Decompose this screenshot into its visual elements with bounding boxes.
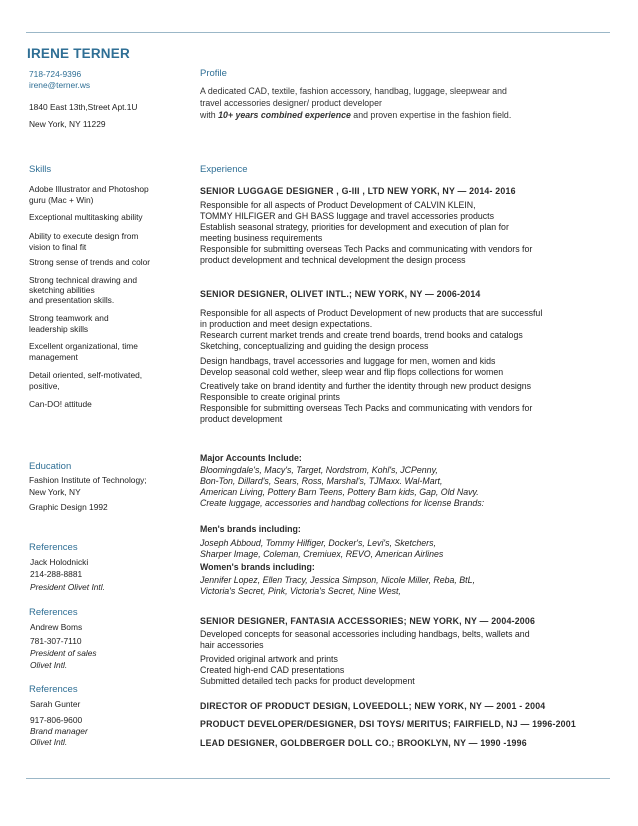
job-line: Establish seasonal strategy, priorities for development and execution of plan for [200, 222, 509, 232]
resume-name: IRENE TERNER [27, 46, 130, 61]
job-line: Sketching, conceptualizing and guiding the design process [200, 341, 429, 351]
brands-line: Sharper Image, Coleman, Cremiuex, REVO, American Airlines [200, 549, 444, 559]
references-heading: References [29, 542, 78, 553]
job-line: Design handbags, travel accessories and luggage for men, women and kids [200, 356, 496, 367]
job-title: PRODUCT DEVELOPER/DESIGNER, DSI TOYS/ MERITUS; FAIRFIELD, NJ — 1996-2001 [200, 719, 576, 729]
skill-line: management [29, 352, 78, 362]
job-line: Responsible for all aspects of Product Development of CALVIN KLEIN, [200, 200, 476, 210]
skill-line: positive, [29, 381, 60, 391]
reference-phone: 917-806-9600 [30, 715, 83, 725]
reference-name: Sarah Gunter [30, 699, 81, 709]
job-line: in production and meet design expectations. [200, 319, 373, 329]
job-line: Created high-end CAD presentations [200, 665, 345, 675]
job-title: SENIOR DESIGNER, OLIVET INTL.; NEW YORK, NY — 2006-2014 [200, 289, 481, 299]
accounts-line: Create luggage, accessories and handbag collections for license Brands: [200, 498, 485, 508]
job-description [200, 629, 530, 687]
reference-title: President of sales [30, 648, 97, 658]
accounts-heading: Major Accounts Include: [200, 453, 302, 463]
mens-brands-list [200, 538, 443, 560]
skills-heading: Skills [29, 164, 52, 175]
job-line: product development [200, 414, 283, 425]
skill-line: Strong sense of trends and color [29, 257, 151, 267]
job-line: meeting business requirements [200, 233, 323, 243]
job-title: SENIOR DESIGNER, FANTASIA ACCESSORIES; NEW YORK, NY — 2004-2006 [200, 616, 536, 626]
contact-email[interactable]: irene@terner.ws [29, 80, 91, 90]
skill-line: vision to final fit [29, 242, 87, 252]
job-title: LEAD DESIGNER, GOLDBERGER DOLL CO.; BROOKLYN, NY — 1990 -1996 [200, 738, 527, 748]
job-description [200, 308, 542, 425]
top-divider [26, 32, 610, 33]
job-line: Develop seasonal cold wether, sleep wear and flip flops collections for women [200, 367, 504, 378]
skill-line: and presentation skills. [29, 295, 115, 305]
skill-line: Strong technical drawing and [29, 275, 138, 285]
reference-title: Brand manager [30, 726, 88, 736]
job-line: Responsible for submitting overseas Tech Packs and communicating with vendors for [200, 244, 533, 254]
brands-line: Jennifer Lopez, Ellen Tracy, Jessica Simpson, Nicole Miller, Reba, BtL, [200, 575, 475, 585]
reference-phone: 781-307-7110 [30, 636, 82, 646]
reference-company: Olivet Intl. [30, 737, 68, 747]
profile-line3-post: and proven expertise in the fashion field. [350, 110, 512, 120]
womens-brands-list [200, 575, 475, 597]
skill-line: Exceptional multitasking ability [29, 212, 143, 222]
accounts-list [200, 465, 484, 509]
profile-line2: travel accessories designer/ product developer [200, 98, 382, 108]
profile-heading: Profile [200, 68, 227, 79]
accounts-line: American Living, Pottery Barn Teens, Pottery Barn kids, Gap, Old Navy. [200, 487, 479, 497]
job-line: Provided original artwork and prints [200, 654, 338, 664]
skill-line: Adobe Illustrator and Photoshop [29, 184, 149, 194]
skill-line: guru (Mac + Win) [29, 195, 94, 205]
job-line: Responsible to create original prints [200, 392, 340, 403]
references-heading: References [29, 684, 78, 695]
skill-line: Can-DO! attitude [29, 399, 92, 409]
mens-brands-heading: Men's brands including: [200, 524, 301, 534]
skill-line: Excellent organizational, time [29, 341, 138, 351]
job-line: Research current market trends and create trend boards, trend books and catalogs [200, 330, 523, 340]
contact-address-line2: New York, NY 11229 [29, 119, 106, 129]
education-location: New York, NY [29, 487, 81, 497]
reference-name: Andrew Boms [30, 622, 83, 632]
reference-name: Jack Holodnicki [30, 557, 89, 567]
contact-phone: 718-724-9396 [29, 69, 82, 79]
job-line: Submitted detailed tech packs for product development [200, 676, 415, 686]
job-line: product development and technical development the design process [200, 255, 466, 265]
skill-line: leadership skills [29, 324, 89, 334]
skill-line: Strong teamwork and [29, 313, 109, 323]
womens-brands-heading: Women's brands including: [200, 562, 315, 572]
skill-line: Ability to execute design from [29, 231, 139, 241]
profile-line3-emph: 10+ years combined experience [218, 110, 351, 120]
job-title: SENIOR LUGGAGE DESIGNER , G-III , LTD NEW YORK, NY — 2014- 2016 [200, 186, 516, 196]
brands-line: Victoria's Secret, Pink, Victoria's Secret, Nine West, [200, 586, 401, 596]
reference-phone: 214-288-8881 [30, 569, 83, 579]
accounts-line: Bloomingdale's, Macy's, Target, Nordstrom, Kohl's, JCPenny, [200, 465, 438, 475]
education-heading: Education [29, 461, 72, 472]
job-title: DIRECTOR OF PRODUCT DESIGN, LOVEEDOLL; NEW YORK, NY — 2001 - 2004 [200, 701, 546, 711]
contact-address-line1: 1840 East 13th,Street Apt.1U [29, 102, 138, 112]
profile-line3 [200, 110, 511, 121]
skill-line: sketching abilities [29, 285, 95, 295]
job-line: hair accessories [200, 640, 264, 650]
brands-line: Joseph Abboud, Tommy Hilfiger, Docker's, Levi's, Sketchers, [200, 538, 436, 548]
reference-title: President Olivet Intl. [30, 582, 105, 592]
experience-heading: Experience [200, 164, 248, 175]
job-line: Creatively take on brand identity and further the identity through new product designs [200, 381, 532, 392]
skill-line: Detail oriented, self-motivated, [29, 370, 143, 380]
education-degree: Graphic Design 1992 [29, 502, 108, 512]
job-line: Responsible for submitting overseas Tech Packs and communicating with vendors for [200, 403, 533, 414]
references-heading: References [29, 607, 78, 618]
job-line: Developed concepts for seasonal accessories including handbags, belts, wallets and [200, 629, 530, 639]
job-description [200, 200, 532, 266]
job-line: Responsible for all aspects of Product Development of new products that are successful [200, 308, 543, 318]
reference-company: Olivet Intl. [30, 660, 68, 670]
bottom-divider [26, 778, 610, 779]
accounts-line: Bon-Ton, Dillard's, Sears, Ross, Marshal's, TJMaxx. Wal-Mart, [200, 476, 443, 486]
profile-line1: A dedicated CAD, textile, fashion accessory, handbag, luggage, sleepwear and [200, 86, 507, 96]
education-school: Fashion Institute of Technology; [29, 475, 147, 485]
job-line: TOMMY HILFIGER and GH BASS luggage and travel accessories products [200, 211, 495, 221]
profile-line3-pre: with [200, 110, 219, 120]
